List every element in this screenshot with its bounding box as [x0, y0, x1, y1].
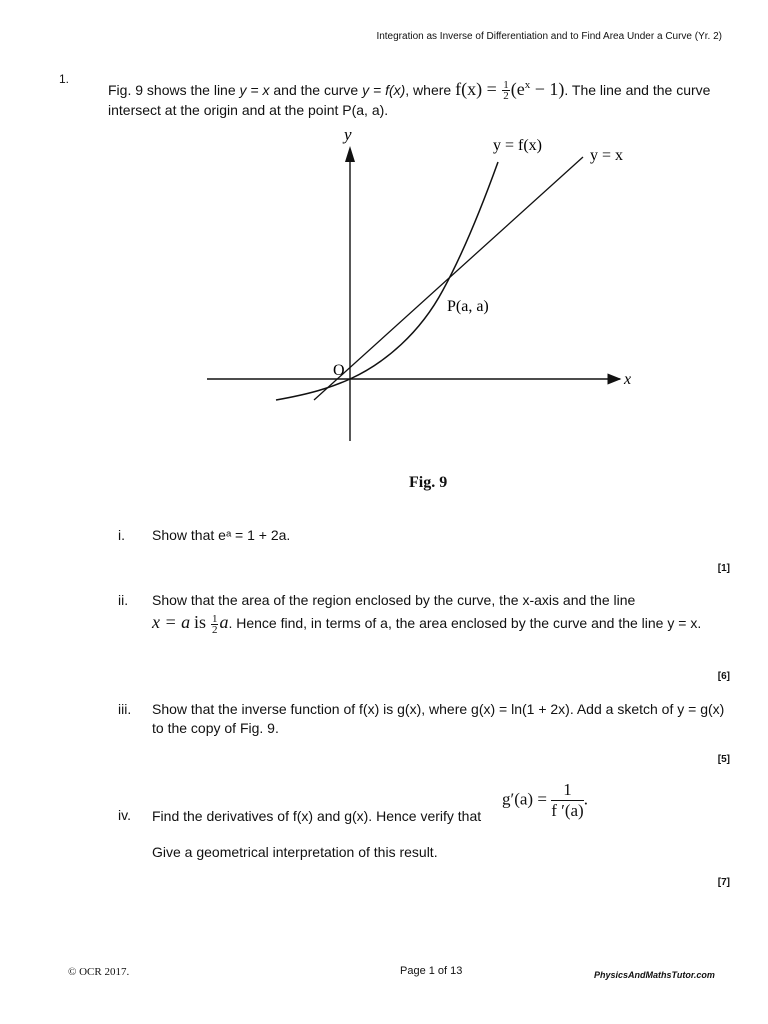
line-label: y = x — [590, 147, 624, 164]
intro-curve-eq: y = f(x) — [362, 82, 406, 98]
part-iv-equation — [502, 780, 588, 821]
intro-text-3: , where — [405, 82, 456, 98]
y-axis-arrowhead — [345, 146, 355, 162]
figure-caption: Fig. 9 — [409, 474, 448, 491]
part-iv-eq-fraction — [551, 780, 584, 821]
footer-copyright: © OCR 2017. — [68, 966, 130, 978]
part-ii-line1: Show that the area of the region enclosed by the curve, the x-axis and the line — [152, 592, 636, 608]
part-ii-frac-var: a — [219, 612, 229, 632]
fx-label: f(x) = — [455, 79, 502, 99]
part-ii-eq: x = a — [152, 612, 191, 632]
curve-label: y = f(x) — [493, 137, 543, 154]
part-ii-frac-den: 2 — [211, 623, 218, 636]
y-axis-label: y — [344, 125, 352, 144]
part-iii-number: iii. — [118, 701, 132, 717]
part-ii-frac-num: 1 — [211, 612, 218, 625]
intro-text-4: . The line and the curve intersect at the origin and at the point P(a, a). — [108, 82, 711, 119]
point-p-label: P(a, a) — [447, 298, 489, 315]
part-ii-is: is — [194, 612, 207, 632]
part-ii-fraction — [211, 614, 219, 635]
question-number: 1. — [59, 72, 70, 86]
fx-definition — [455, 79, 565, 103]
part-iii-text: Show that the inverse function of f(x) is g(x), where g(x) = ln(1 + 2x). Add a sketch of y = g(x) to the copy of Fig. 9. — [152, 701, 725, 736]
page-header: Integration as Inverse of Differentiation and to Find Area Under a Curve (Yr. 2) — [376, 31, 722, 42]
fx-exponent: x — [524, 79, 531, 91]
question-intro — [108, 76, 728, 120]
intro-text-2: and the curve — [269, 82, 363, 98]
part-ii-number: ii. — [118, 592, 129, 608]
fx-end: − 1) — [530, 79, 565, 99]
footer-site-link[interactable]: PhysicsAndMathsTutor.com — [594, 970, 715, 980]
part-iv-text2: Give a geometrical interpretation of this result. — [152, 844, 438, 860]
curve-y-equals-fx — [276, 162, 498, 400]
part-ii-text — [152, 591, 728, 635]
part-ii-line2 — [152, 613, 728, 635]
part-ii-rest: . Hence find, in terms of a, the area enclosed by the curve and the line y = x. — [228, 615, 702, 631]
part-i-number: i. — [118, 527, 125, 543]
part-iv-marks: [7] — [717, 877, 730, 888]
part-iv-eq-num: 1 — [551, 780, 584, 801]
part-iv-text: Find the derivatives of f(x) and g(x). Hence verify that — [152, 808, 482, 824]
intro-line-eq: y = x — [239, 82, 270, 98]
part-iv-eq-den: f ′(a) — [551, 801, 584, 820]
x-axis-label: x — [624, 371, 632, 388]
part-iii-marks: [5] — [717, 754, 730, 765]
part-i-marks: [1] — [717, 563, 730, 574]
part-i-text: Show that eᵃ = 1 + 2a. — [152, 527, 291, 543]
fx-exp-base: (e — [510, 79, 525, 99]
part-iv-number: iv. — [118, 807, 131, 823]
fx-frac-den: 2 — [503, 90, 509, 103]
fx-fraction — [502, 80, 510, 101]
part-ii-marks: [6] — [717, 671, 730, 682]
fig-9-graph — [190, 118, 640, 458]
origin-label: O — [333, 362, 345, 379]
footer-page-number: Page 1 of 13 — [400, 965, 463, 977]
fx-frac-num: 1 — [503, 79, 509, 92]
intro-text-1: Fig. 9 shows the line — [108, 82, 240, 98]
part-iv-eq-left: g′(a) = — [502, 789, 552, 809]
part-iv-eq-end: . — [583, 789, 588, 809]
